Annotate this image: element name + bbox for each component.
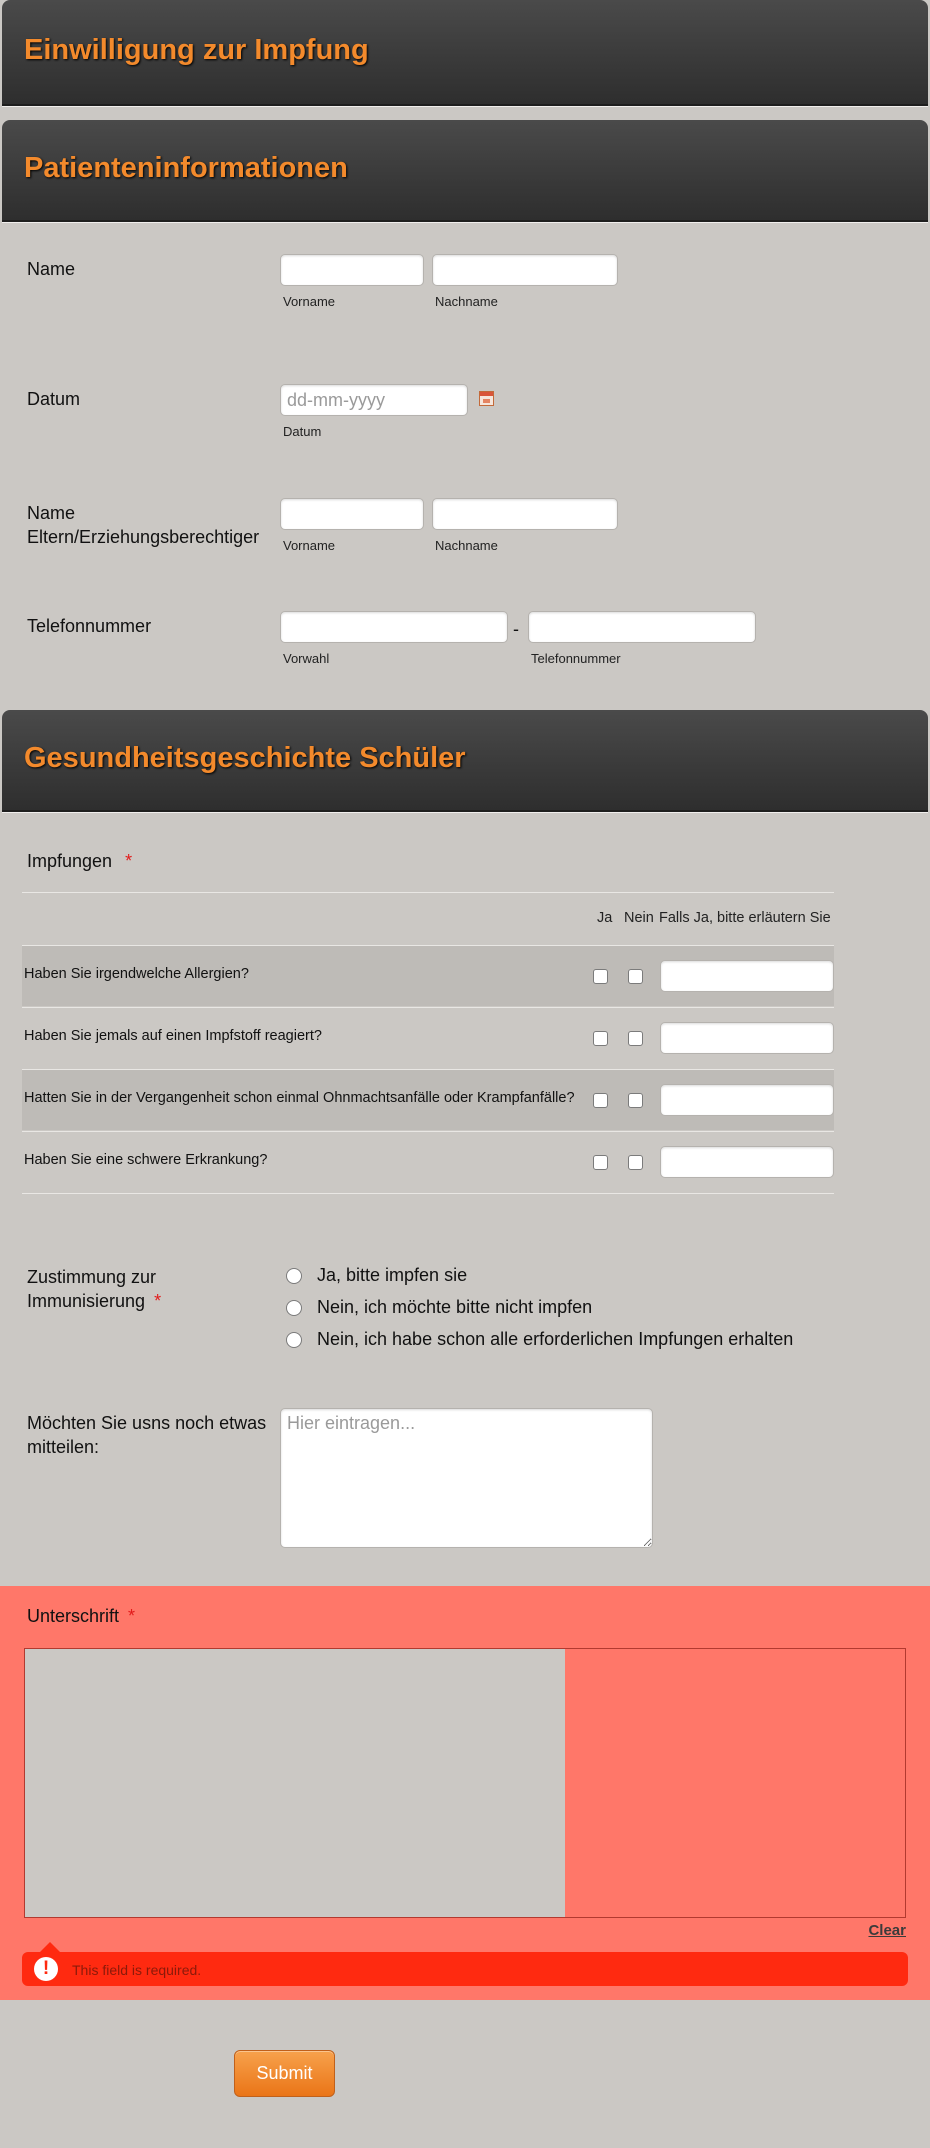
area-code-sublabel: Vorwahl <box>283 651 330 666</box>
section-title-health: Gesundheitsgeschichte Schüler <box>24 742 466 774</box>
signature-canvas[interactable] <box>25 1649 565 1917</box>
submit-button[interactable]: Submit <box>234 2050 335 2097</box>
explain-input[interactable] <box>660 960 834 992</box>
date-label: Datum <box>27 389 81 409</box>
area-code-input[interactable] <box>280 611 508 643</box>
first-name-input[interactable] <box>280 254 424 286</box>
consent-option-yes[interactable]: Ja, bitte impfen sie <box>317 1265 468 1285</box>
consent-option-already[interactable]: Nein, ich habe schon alle erforderlichen Impfungen erhalten <box>317 1329 794 1349</box>
signature-label <box>27 1604 135 1628</box>
consent-label-line1: Zustimmung zur <box>27 1267 157 1287</box>
date-input[interactable] <box>280 384 468 416</box>
last-name-sublabel: Nachname <box>435 294 498 309</box>
message-label-line1: Möchten Sie usns noch etwas <box>27 1413 267 1433</box>
phone-number-input[interactable] <box>528 611 756 643</box>
parent-name-label-line2: Eltern/Erziehungsberechtiger <box>27 527 260 547</box>
required-mark: * <box>125 851 133 871</box>
phone-label: Telefonnummer <box>27 616 152 636</box>
signature-label-text: Unterschrift <box>27 1606 120 1626</box>
message-label-line2: mitteilen: <box>27 1437 100 1457</box>
error-icon: ! <box>34 1957 58 1981</box>
consent-radio-yes[interactable] <box>286 1268 302 1284</box>
parent-first-name-input[interactable] <box>280 498 424 530</box>
form-title: Einwilligung zur Impfung <box>24 34 369 66</box>
matrix-row <box>22 1008 834 1068</box>
no-checkbox[interactable] <box>628 1155 643 1170</box>
message-textarea[interactable] <box>280 1408 653 1548</box>
matrix-row <box>22 1132 834 1192</box>
parent-last-name-input[interactable] <box>432 498 618 530</box>
vaccinations-label-text: Impfungen <box>27 851 113 871</box>
phone-separator: - <box>513 619 519 639</box>
section-header-health <box>2 710 928 812</box>
required-mark: * <box>128 1606 136 1626</box>
matrix-row <box>22 1070 834 1130</box>
parent-name-label-line1: Name <box>27 503 76 523</box>
vaccinations-label <box>27 849 132 873</box>
matrix-question: Hatten Sie in der Vergangenheit schon einmal Ohnmachtsanfälle oder Krampfanfälle? <box>24 1090 575 1106</box>
parent-last-name-sublabel: Nachname <box>435 538 498 553</box>
error-pointer <box>40 1942 60 1952</box>
form-title-bar <box>2 0 928 106</box>
signature-clear-link[interactable]: Clear <box>868 1922 906 1939</box>
section-header-patient <box>2 120 928 222</box>
signature-pad[interactable] <box>24 1648 906 1918</box>
yes-checkbox[interactable] <box>593 1031 608 1046</box>
date-sublabel: Datum <box>283 424 322 439</box>
matrix-question: Haben Sie eine schwere Erkrankung? <box>24 1152 268 1168</box>
error-message-box <box>22 1952 908 1986</box>
matrix-question: Haben Sie irgendwelche Allergien? <box>24 966 249 982</box>
calendar-icon[interactable] <box>479 391 494 406</box>
name-label: Name <box>27 259 76 279</box>
no-checkbox[interactable] <box>628 1031 643 1046</box>
matrix-col-no: Nein <box>624 910 654 926</box>
matrix-col-yes: Ja <box>597 910 613 926</box>
matrix-row <box>22 946 834 1006</box>
error-message: This field is required. <box>72 1962 202 1978</box>
matrix-bottom-line <box>22 1193 834 1194</box>
matrix-top-line <box>22 892 834 893</box>
yes-checkbox[interactable] <box>593 969 608 984</box>
consent-label-text: Immunisierung <box>27 1291 146 1311</box>
required-mark: * <box>154 1291 162 1311</box>
yes-checkbox[interactable] <box>593 1093 608 1108</box>
no-checkbox[interactable] <box>628 969 643 984</box>
yes-checkbox[interactable] <box>593 1155 608 1170</box>
matrix-question: Haben Sie jemals auf einen Impfstoff reagiert? <box>24 1028 322 1044</box>
consent-label-line2 <box>27 1289 161 1313</box>
explain-input[interactable] <box>660 1146 834 1178</box>
no-checkbox[interactable] <box>628 1093 643 1108</box>
footer-area <box>0 2000 930 2148</box>
last-name-input[interactable] <box>432 254 618 286</box>
phone-number-sublabel: Telefonnummer <box>531 651 621 666</box>
first-name-sublabel: Vorname <box>283 294 336 309</box>
explain-input[interactable] <box>660 1022 834 1054</box>
matrix-col-explain: Falls Ja, bitte erläutern Sie <box>659 910 831 926</box>
signature-section <box>0 1586 930 2000</box>
section-title-patient: Patienteninformationen <box>24 152 348 184</box>
consent-radio-no[interactable] <box>286 1300 302 1316</box>
explain-input[interactable] <box>660 1084 834 1116</box>
consent-option-no[interactable]: Nein, ich möchte bitte nicht impfen <box>317 1297 593 1317</box>
consent-radio-already[interactable] <box>286 1332 302 1348</box>
parent-first-name-sublabel: Vorname <box>283 538 336 553</box>
